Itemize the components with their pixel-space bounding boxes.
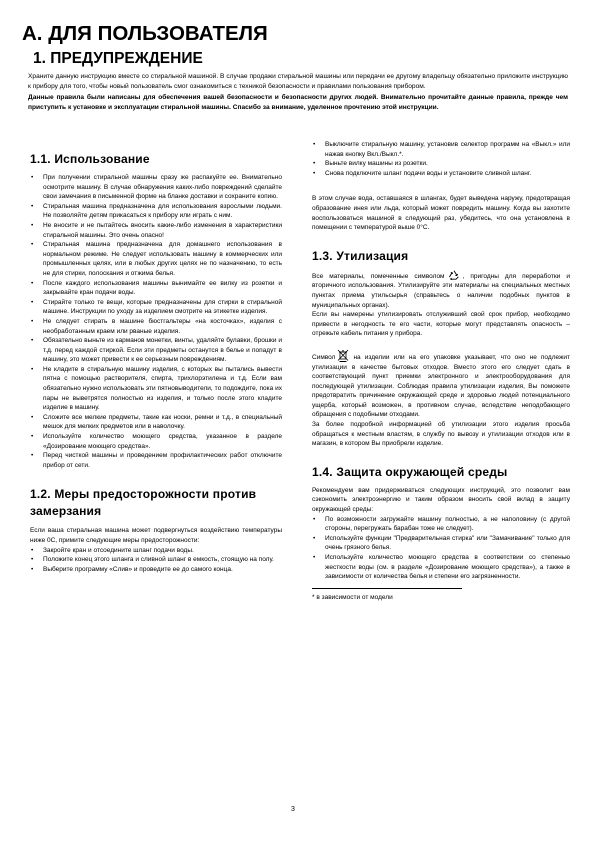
list-item: • Стиральная машина предназначена для домашнего использования в нормальном режиме. Не следует использовать машину в коммерческих или промышленных целях, или в любых других целях не по назначению, то есть не для стирки, полоскания и отжима белья. (30, 240, 282, 278)
intro-text: Храните данную инструкцию вместе со стиральной машиной. В случае продажи стиральной машины или передачи ее другому владельцу обязательно приложите инструкцию к прибору для того, чтобы новый пользователь смог ознакомиться с техникой безопасности и правилами пользования прибором. (28, 73, 568, 91)
intro-block (28, 72, 568, 114)
section-heading-disposal: 1.3. Утилизация (312, 248, 409, 263)
intro-bold-text: Данные правила были написаны для обеспечения вашей безопасности и безопасности других людей. Внимательно прочитайте данные правила, прежде чем приступить к установке и эксплуатации стиральной машины. Спасибо за внимание, уделенное прочтению этой инструкции. (28, 93, 568, 112)
frost-list (30, 546, 282, 575)
left-column (30, 152, 282, 574)
list-item: • Перед чисткой машины и проведением профилактических работ отключите прибор от сети. (30, 451, 282, 470)
disposal-paragraph-3 (312, 349, 570, 420)
list-item: • Закройте кран и отсоедините шланг подачи воды. (30, 546, 282, 556)
list-item: • Снова подключите шланг подачи воды и установите сливной шланг. (312, 169, 570, 179)
crossed-bin-icon (337, 349, 349, 362)
list-item: • Используйте количество моющего средства в соответствии со степенью жесткости воды (см. в разделе «Дозирование моющего средства»), а также в зависимости от количества белья и степени его загрязненности. (312, 553, 570, 582)
disposal-paragraph-2: Если вы намерены утилизировать отслуживший свой срок прибор, необходимо привести в негодность те его части, которые могут представлять опасность – отрежьте кабель питания у прибора. (312, 311, 570, 338)
list-item: • Стирайте только те вещи, которые предназначены для стирки в стиральной машине. Инструкции по уходу за изделием смотрите на этикетке изделия. (30, 298, 282, 317)
list-item: • Не кладите в стиральную машину изделия, с которых вы пытались вывести пятна с помощью растворителя, спирта, трихлорэтилена и т.д. Если вам обязательно нужно использовать эти пятновыводители, то подождите, пока их пары не выветрятся полностью из изделия, и только после этого кладите изделие в машину. (30, 365, 282, 413)
list-item: • Положите конец этого шланга и сливной шланг в емкость, стоящую на полу. (30, 555, 282, 565)
list-item: • Сложите все мелкие предметы, такие как носки, ремни и т.д., в специальный мешок для мелких предметов или в наволочку. (30, 413, 282, 432)
list-item: • При получении стиральной машины сразу же распакуйте ее. Внимательно осмотрите машину. В случае обнаружения каких-либо повреждений сделайте свои замечания в письменной форме на бланке доставки и сохраните копию. (30, 173, 282, 202)
list-item: • После каждого использования машины вынимайте ее вилку из розетки и закрывайте кран подачи воды. (30, 279, 282, 298)
environment-list (312, 515, 570, 582)
recycle-icon (448, 270, 460, 280)
disposal-text-b: , пригодны для переработки и вторичного использования. Утилизируйте эти материалы на специальных местных пунктах приема утильсырья (справьтесь о наличии подобных пунктов в муниципальных органах). (312, 272, 570, 309)
footnote: * в зависимости от модели (312, 593, 393, 601)
list-item: • Выключите стиральную машину, установив селектор программ на «Выкл.» или нажав кнопку Вкл./Выкл.*. (312, 140, 570, 159)
section-heading-environment: 1.4. Защита окружающей среды (312, 464, 508, 479)
list-item: • Не следует стирать в машине бюстгальтеры «на косточках», изделия с необработанным краем или рваные изделия. (30, 317, 282, 336)
right-column (312, 140, 570, 602)
list-item: • Выньте вилку машины из розетки. (312, 159, 570, 169)
frost-note: В этом случае вода, оставшаяся в шлангах, будет выведена наружу, предотвращая образование инея или льда, который может повредить машину. Когда вы захотите воспользоваться машиной в следующий раз, убедитесь, что она установлена в помещении с температурой выше 0°С. (312, 195, 570, 232)
disposal-symbol-text-b: на изделии или на его упаковке указывает, что оно не подлежит утилизации в качестве бытовых отходов. Вместо этого его следует сдать в соответствующий пункт приемки электронного и электрооборудования для последующей утилизации. Соблюдая правила утилизации изделия, Вы поможете предотвратить причинение окружающей среде и здоровью людей потенциального ущерба, который возможен, в противном случае, вследствие неподобающего обращения с подобными отходами. (312, 353, 570, 419)
list-item: • Обязательно выньте из карманов монетки, винты, удаляйте булавки, брошки и т.д. перед каждой стиркой. Если эти предметы останутся в белье и попадут в машину, это может привести к ее серьезным повреждениям. (30, 336, 282, 365)
disposal-paragraph-4: За более подробной информацией об утилизации этого изделия просьба обращаться к местным властям, в службу по вывозу и утилизации отходов или в магазин, в котором Вы приобрели изделие. (312, 421, 570, 448)
list-item: • Используйте количество моющего средства, указанное в разделе «Дозирование моющего средства». (30, 432, 282, 451)
section-heading-usage: 1.1. Использование (30, 152, 150, 166)
section-heading-frost: 1.2. Меры предосторожности против замерзания (30, 487, 257, 519)
disposal-text-a: Все материалы, помеченные символом (312, 272, 445, 280)
page-number: 3 (291, 806, 295, 813)
list-item: • Используйте функции "Предварительная стирка" или "Замачивание" только для очень грязного белья. (312, 534, 570, 553)
list-item: • Выберите программу «Слив» и проведите ее до самого конца. (30, 565, 282, 575)
frost-list-continued (312, 140, 570, 178)
page-title: A. ДЛЯ ПОЛЬЗОВАТЕЛЯ (22, 22, 268, 45)
section-title-warning: 1. ПРЕДУПРЕЖДЕНИЕ (33, 50, 203, 67)
list-item: • Стиральная машина предназначена для использования взрослыми людьми. Не позволяйте детям прикасаться к прибору или играть с ним. (30, 202, 282, 221)
footnote-divider (312, 588, 462, 589)
usage-list (30, 173, 282, 470)
list-item: • Не вносите и не пытайтесь вносить какие-либо изменения в характеристики стиральной машины. Это очень опасно! (30, 221, 282, 240)
frost-intro: Если ваша стиральная машина может подвергнуться воздействию температуры ниже 0С, примите следующие меры предосторожности: (30, 527, 282, 544)
disposal-paragraph-1 (312, 270, 570, 310)
disposal-symbol-text-a: Символ (312, 353, 336, 361)
environment-intro: Рекомендуем вам придерживаться следующих инструкций, это позволит вам сэкономить электроэнергию и таким образом вносить свой вклад в защиту окружающей среды: (312, 486, 570, 514)
list-item: • По возможности загружайте машину полностью, а не наполовину (с другой стороны, перегружать барабан тоже не следует). (312, 515, 570, 534)
